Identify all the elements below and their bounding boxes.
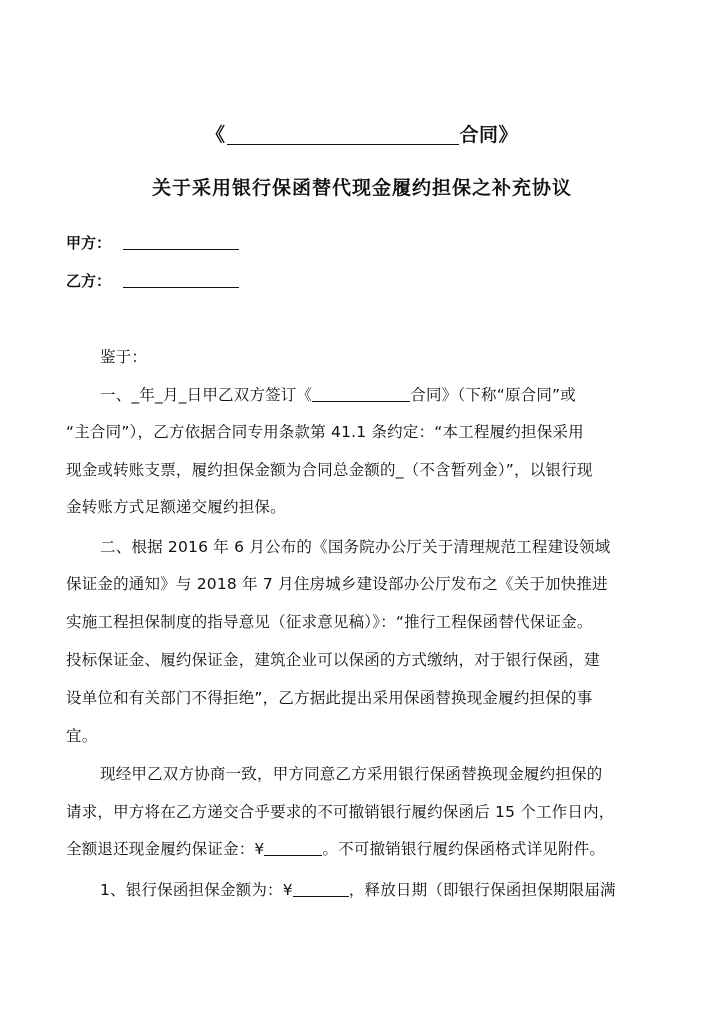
line-text-part: 1、银行保函担保金额为：¥ — [100, 881, 293, 899]
paragraph-line: 实施工程担保制度的指导意见（征求意见稿）》：“推行工程保函替代保证金。 — [66, 613, 593, 631]
paragraph-line: 请求，甲方将在乙方递交合乎要求的不可撤销银行履约保函后 15 个工作日内， — [66, 803, 615, 821]
agreement-subtitle: 关于采用银行保函替代现金履约担保之补充协议 — [151, 177, 572, 199]
guarantee-amount-blank — [293, 882, 349, 897]
paragraph-line: 现经甲乙双方协商一致，甲方同意乙方采用银行保函替换现金履约担保的 — [100, 765, 603, 783]
contract-title — [0, 120, 724, 147]
paragraph-line — [100, 383, 700, 405]
paragraph-line: 金转账方式足额递交履约担保。 — [66, 498, 286, 516]
paragraph-line: 二、根据 2016 年 6 月公布的《国务院办公厅关于清理规范工程建设领域 — [100, 538, 611, 556]
contract-name-blank — [312, 387, 410, 402]
title-blank — [227, 124, 459, 145]
line-text-part: ，释放日期（即银行保函担保期限届满 — [348, 881, 616, 899]
line-text-part: 合同》（下称“原合同”或 — [410, 386, 576, 404]
paragraph-line: “主合同”），乙方依据合同专用条款第 41.1 条约定：“本工程履约担保采用 — [66, 423, 584, 441]
paragraph-line — [66, 837, 666, 859]
line-text-part: 。不可撤销银行履约保函格式详见附件。 — [322, 840, 606, 858]
refund-amount-blank — [264, 841, 322, 856]
party-a-label: 甲方： — [66, 234, 112, 252]
party-b-label: 乙方： — [66, 272, 112, 290]
paragraph-line: 宜。 — [66, 727, 98, 745]
paragraph-line: 现金或转账支票，履约担保金额为合同总金额的_（不含暂列金）”，以银行现 — [66, 461, 593, 479]
paragraph-line — [100, 878, 700, 900]
party-b-row — [66, 270, 239, 291]
line-text-part: 全额退还现金履约保证金：¥ — [66, 840, 265, 858]
party-b-blank — [123, 273, 239, 288]
line-text-part: 一、_年_月_日甲乙双方签订《 — [100, 386, 313, 404]
party-a-row — [66, 232, 239, 253]
paragraph-line: 保证金的通知》与 2018 年 7 月住房城乡建设部办公厅发布之《关于加快推进 — [66, 575, 608, 593]
paragraph-line: 设单位和有关部门不得拒绝”，乙方据此提出采用保函替换现金履约担保的事 — [66, 689, 593, 707]
party-a-blank — [123, 235, 239, 250]
title-close-text: 合同》 — [459, 124, 519, 146]
paragraph-line: 投标保证金、履约保证金，建筑企业可以保函的方式缴纳，对于银行保函，建 — [66, 651, 600, 669]
title-open-bracket: 《 — [205, 124, 226, 146]
whereas-heading: 鉴于： — [100, 348, 148, 366]
